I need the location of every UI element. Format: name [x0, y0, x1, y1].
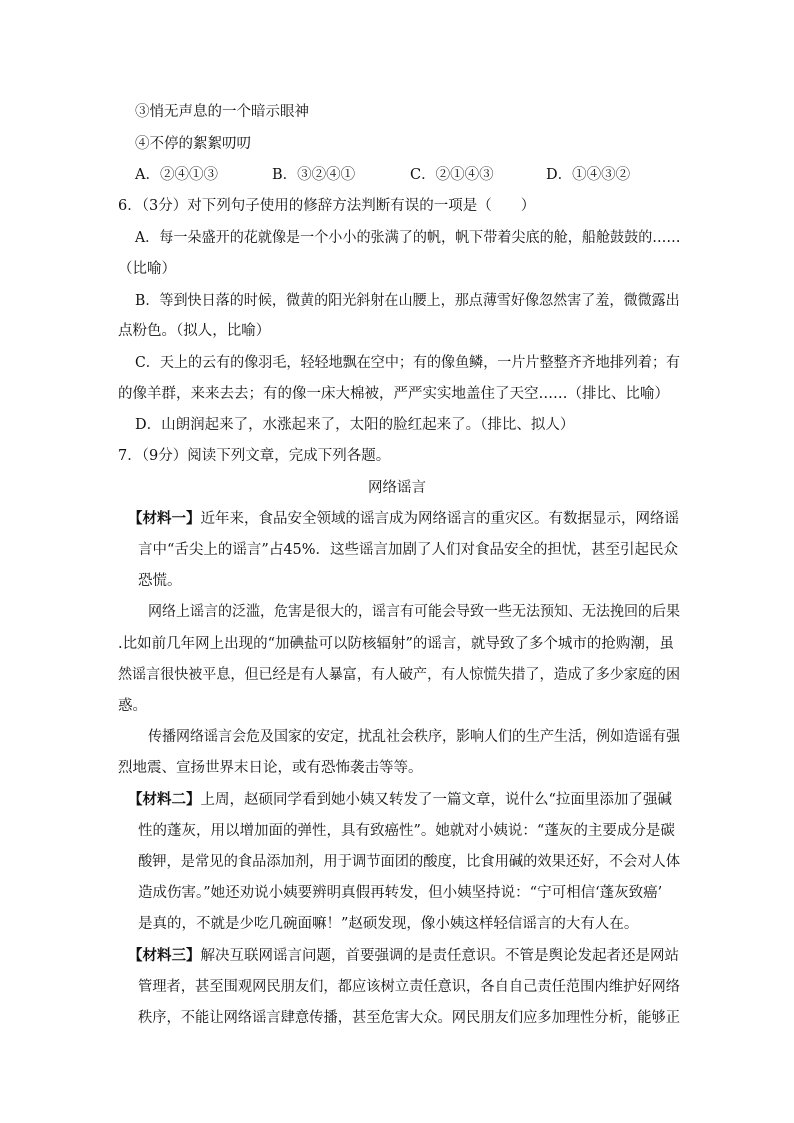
material-3-line1	[128, 946, 679, 966]
q6-option-a-line1: A．每一朵盛开的花就像是一个小小的张满了的帆，帆下带着尖底的舱，船舱鼓鼓的……	[135, 230, 681, 246]
paragraph-3-line2: 烈地震、宣扬世界末日论，或有恐怖袭击等等。	[118, 760, 423, 776]
material-1-text: 近年来，食品安全领域的谣言成为网络谣言的重灾区。有数据显示，网络谣	[200, 511, 679, 527]
q5-option-b: B．③②④①	[272, 167, 356, 183]
material-2-tag: 【材料二】	[128, 791, 201, 808]
q6-option-b-line1: B．等到快日落的时候，微黄的阳光斜射在山腰上，那点薄雪好像忽然害了羞，微微露出	[135, 293, 680, 309]
paragraph-3-line1: 传播网络谣言会危及国家的安定，扰乱社会秩序，影响人们的生产生活，例如造谣有强	[148, 729, 680, 745]
paragraph-2-line2: .比如前几年网上出现的“加碘盐可以防核辐射”的谣言，就导致了多个城市的抢购潮，虽	[118, 636, 674, 652]
q5-option-a: A．②④①③	[135, 167, 218, 183]
material-3-text: 解决互联网谣言问题，首要强调的是责任意识。不管是舆论发起者还是网站	[200, 948, 679, 964]
material-2-line3: 酸钾，是常见的食品添加剂，用于调节面团的酸度，比食用碱的效果还好，不会对人体	[138, 854, 681, 870]
paragraph-2-line4: 惑。	[118, 698, 147, 714]
q5-item-4: ④不停的絮絮叨叨	[135, 136, 251, 152]
material-3-line2: 管理者，甚至围观网民朋友们，都应该树立责任意识，各自自己责任范围内维护好网络	[138, 979, 681, 995]
paragraph-2-line1: 网络上谣言的泛滥，危害是很大的，谣言有可能会导致一些无法预知、无法挽回的后果	[148, 604, 680, 620]
material-1-line3: 恐慌。	[138, 573, 182, 589]
q6-option-d: D．山朗润起来了，水涨起来了，太阳的脸红起来了。（排比、拟人）	[135, 417, 575, 433]
material-2-line4: 造成伤害。”她还劝说小姨要辨明真假再转发，但小姨坚持说：“宁可相信‘蓬灰致癌’	[138, 885, 663, 901]
q6-stem: 6．（3分）对下列句子使用的修辞方法判断有误的一项是（ ）	[118, 198, 536, 214]
paragraph-2-line3: 然谣言很快被平息，但已经是有人暴富，有人破产，有人惊慌失措了，造成了多少家庭的困	[118, 667, 681, 683]
material-1-line1	[128, 509, 679, 529]
q7-stem: 7．（9分）阅读下列文章，完成下列各题。	[118, 448, 391, 464]
material-2-line1	[128, 790, 672, 810]
q6-option-c-line2: 的像羊群，来来去去；有的像一床大棉被，严严实实地盖住了天空……（排比、比喻）	[118, 386, 669, 402]
material-3-tag: 【材料三】	[128, 947, 201, 964]
material-3-line3: 秩序，不能让网络谣言肆意传播，甚至危害大众。网民朋友们应多加理性分析，能够正	[138, 1010, 681, 1026]
q5-option-c: C．②①④③	[410, 167, 494, 183]
material-2-line2: 性的蓬灰，用以增加面的弹性，具有致癌性”。她就对小姨说：“蓬灰的主要成分是碳	[138, 823, 675, 839]
article-title: 网络谣言	[368, 480, 426, 496]
material-2-text: 上周，赵硕同学看到她小姨又转发了一篇文章，说什么“拉面里添加了强碱	[200, 792, 672, 808]
material-1-tag: 【材料一】	[128, 510, 201, 527]
q5-option-d: D．①④③②	[546, 167, 631, 183]
q6-option-c-line1: C．天上的云有的像羽毛，轻轻地飘在空中；有的像鱼鳞，一片片整整齐齐地排列着；有	[135, 355, 681, 371]
q5-item-3: ③悄无声息的一个暗示眼神	[135, 104, 309, 120]
q6-option-a-line2: （比喻）	[118, 261, 176, 277]
material-2-line5: 是真的，不就是少吃几碗面嘛！”赵硕发现，像小姨这样轻信谣言的大有人在。	[138, 916, 639, 932]
q6-option-b-line2: 点粉色。（拟人，比喻）	[118, 323, 271, 339]
material-1-line2: 言中“舌尖上的谣言”占45%．这些谣言加剧了人们对食品安全的担忧，甚至引起民众	[138, 542, 679, 558]
